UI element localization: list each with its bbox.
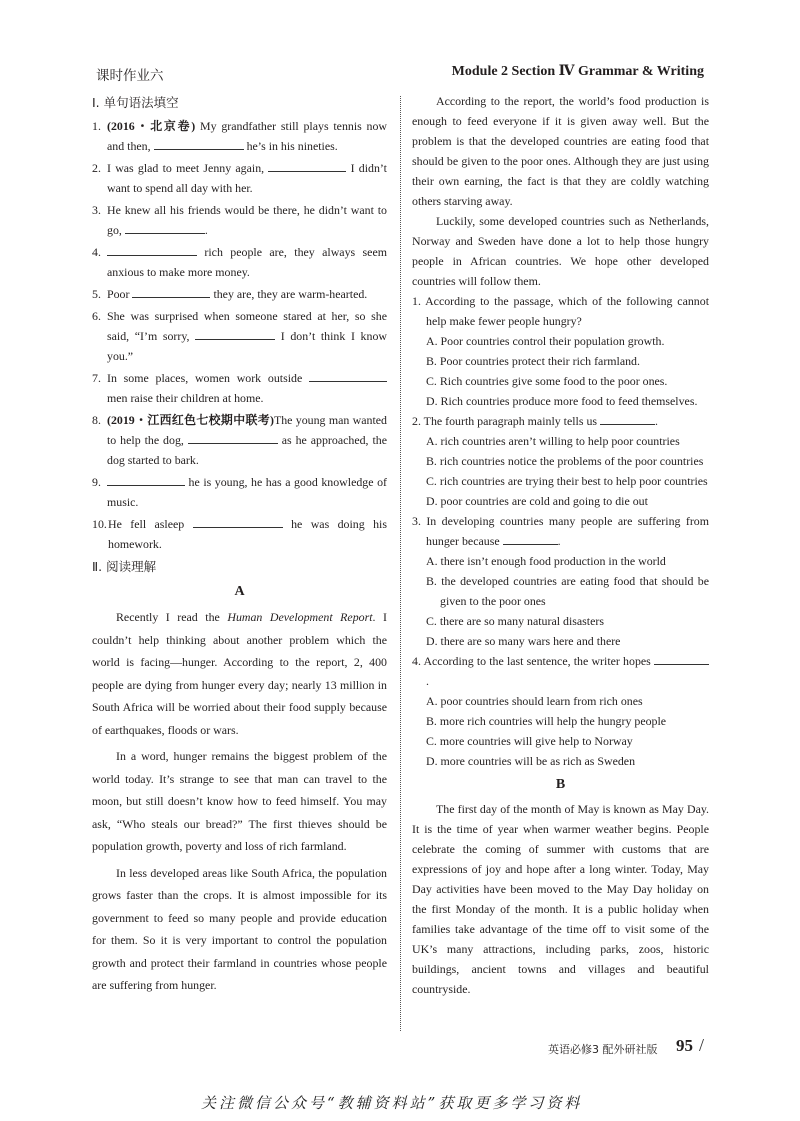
passage-a-heading: A — [234, 584, 245, 599]
option[interactable]: B. Poor countries protect their rich farmland. — [426, 354, 640, 368]
page-slash: / — [699, 1035, 705, 1055]
section2-title: Ⅱ. 阅读理解 — [92, 559, 157, 574]
answer-blank[interactable] — [268, 159, 346, 172]
option[interactable]: D. there are so many wars here and there — [426, 634, 621, 648]
handwritten-banner: 关注微信公众号“教辅资料站”获取更多学习资料 — [201, 1094, 583, 1112]
answer-blank[interactable] — [654, 652, 709, 665]
answer-blank[interactable] — [195, 327, 275, 340]
report-title: Human Development Report — [227, 610, 373, 624]
reading-question-2 — [412, 411, 709, 511]
option[interactable]: C. Rich countries give some food to the poor ones. — [426, 374, 668, 388]
answer-blank[interactable] — [125, 221, 205, 234]
answer-blank[interactable] — [503, 532, 558, 545]
question-4: 4. rich people are, they always seem anxious to make more money. — [92, 245, 387, 279]
option[interactable]: D. Rich countries produce more food to feed themselves. — [426, 394, 698, 408]
question-stem: 2. The fourth paragraph mainly tells us . — [412, 414, 658, 428]
section1-title: Ⅰ. 单句语法填空 — [92, 95, 179, 110]
question-10: 10. He fell asleep he was doing his homework. — [92, 517, 387, 551]
answer-blank[interactable] — [188, 431, 278, 444]
option[interactable]: B. rich countries notice the problems of the poor countries — [426, 454, 704, 468]
reading-question-4 — [412, 651, 709, 771]
left-column — [92, 91, 387, 1001]
option[interactable]: A. Poor countries control their population growth. — [426, 334, 665, 348]
question-source: (2019・江西红色七校期中联考) — [107, 413, 274, 427]
page-number: 95 — [676, 1036, 693, 1055]
question-source: (2016・北京卷) — [107, 119, 196, 133]
header-left: 课时作业六 — [96, 68, 164, 84]
answer-blank[interactable] — [600, 412, 655, 425]
question-1: 1. (2016・北京卷) My grandfather still plays tennis now and then, he’s in his nineties. — [92, 119, 388, 153]
question-6: 6. She was surprised when someone stared at her, so she said, “I’m sorry, I don’t think I know you.” — [92, 309, 387, 363]
question-stem: 1. According to the passage, which of the following cannot help make fewer people hungry? — [412, 294, 709, 328]
question-stem: 3. In developing countries many people are suffering from hunger because . — [412, 514, 709, 548]
reading-question-1 — [412, 291, 709, 411]
reading-question-3 — [412, 511, 709, 651]
question-3: 3. He knew all his friends would be there, he didn’t want to go, . — [92, 203, 387, 237]
passage-a-paragraph-2: In a word, hunger remains the biggest problem of the world today. It’s strange to see that man can travel to the moon, but still doesn’t know how to feed himself. You may ask, “Who steals our bread?” The first thieves should be population growth, poverty and loss of rich farmland. — [92, 749, 387, 853]
column-divider — [400, 96, 401, 1031]
option[interactable]: B. the developed countries are eating food that should be given to the poor ones — [426, 574, 709, 608]
question-9: 9. he is young, he has a good knowledge of music. — [92, 475, 387, 509]
passage-b-heading: B — [555, 777, 566, 792]
passage-b-paragraph-1: The first day of the month of May is known as May Day. It is the time of year when warmer weather begins. People celebrate the coming of summer with customs that are expressions of joy and hope after a long winter. Today, May Day activities have been moved to the May Day holiday on the first Monday of the month. It is a public holiday when families take advantage of the time off to visit some of the UK’s many attractions, including parks, zoos, historic buildings, ancient towns and villages and beautiful countryside. — [412, 802, 709, 996]
book-tag: 英语必修3 配外研社版 — [548, 1043, 658, 1056]
question-8: 8. (2019・江西红色七校期中联考)The young man wanted to help the dog, as he approached, the dog started to bark. — [92, 413, 387, 467]
answer-blank[interactable] — [107, 473, 185, 486]
option[interactable]: A. rich countries aren’t willing to help poor countries — [426, 434, 680, 448]
option[interactable]: D. poor countries are cold and going to die out — [426, 494, 648, 508]
answer-blank[interactable] — [193, 515, 283, 528]
option[interactable]: C. more countries will give help to Norway — [426, 734, 633, 748]
option[interactable]: B. more rich countries will help the hungry people — [426, 714, 667, 728]
right-column — [412, 91, 709, 999]
header-right: Module 2 Section Ⅳ Grammar & Writing — [451, 64, 704, 79]
passage-a-paragraph-4: According to the report, the world’s food production is enough to feed everyone if it is given away well. But the problem is that the developed countries are eating food that should be given to the poor ones. Although they are just using their own earning, the fact is that they are coldly watching others starving away. — [412, 94, 709, 208]
answer-blank[interactable] — [107, 243, 197, 256]
answer-blank[interactable] — [132, 285, 210, 298]
question-stem: 4. According to the last sentence, the writer hopes . — [412, 651, 709, 691]
question-2: 2. I was glad to meet Jenny again, I didn’t want to spend all day with her. — [92, 161, 387, 195]
option[interactable]: D. more countries will be as rich as Sweden — [426, 754, 636, 768]
question-5: 5. Poor they are, they are warm-hearted. — [92, 287, 368, 301]
option[interactable]: C. there are so many natural disasters — [426, 614, 604, 628]
answer-blank[interactable] — [309, 369, 387, 382]
passage-a-paragraph-3: In less developed areas like South Africa, the population grows faster than the crops. It is almost impossible for its government to feed so many people and provide education for them. So it is very important to control the population growth and protect their farmland in countries whose people are suffering from hunger. — [92, 865, 387, 992]
answer-blank[interactable] — [154, 137, 244, 150]
option[interactable]: C. rich countries are trying their best to help poor countries — [426, 474, 708, 488]
option[interactable]: A. poor countries should learn from rich ones — [426, 694, 643, 708]
question-7: 7. In some places, women work outside men raise their children at home. — [92, 368, 387, 408]
passage-a-paragraph-1: Recently I read the Human Development Report. I couldn’t help thinking about another problem which the world is facing—hunger. According to the report, 2, 400 people are dying from hunger every day; nearly 13 million in South Africa will be worried about their food supply because of earthquakes, floods or wars. — [92, 610, 387, 737]
option[interactable]: A. there isn’t enough food production in the world — [426, 554, 666, 568]
passage-a-paragraph-5: Luckily, some developed countries such as Netherlands, Norway and Sweden have done a lot to help those hungry people in African countries. We hope other developed countries will follow them. — [412, 214, 709, 288]
